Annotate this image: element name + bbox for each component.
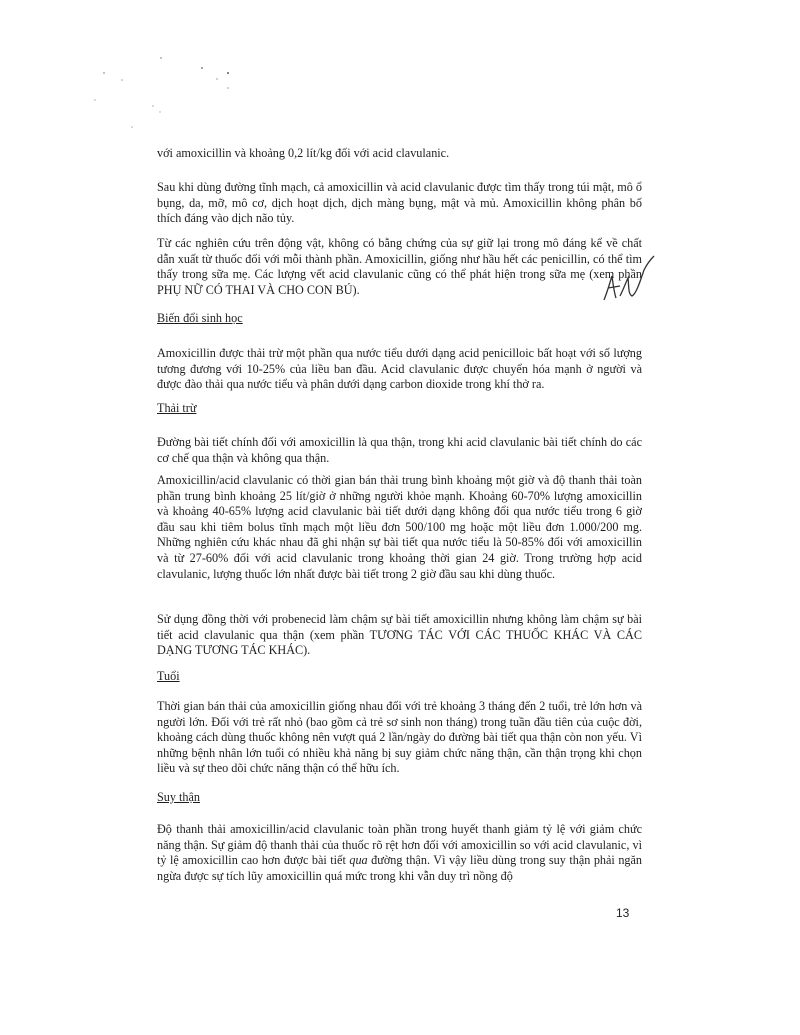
paragraph-half-life: Amoxicillin/acid clavulanic có thời gian bán thải trung bình khoảng một giờ và độ thanh thải toàn phần trung bình khoảng 25 lít/giờ ở những người khỏe mạnh. Khoảng 60-70% lượng amoxicillin và khoảng 40-65% lượng acid clavulanic bài tiết dưới dạng không đổi qua nước tiểu trong 6 giờ đầu sau khi tiêm bolus tĩnh mạch một liều đơn 500/100 mg hoặc một liều đơn 1.000/200 mg. Những nghiên cứu khác nhau đã ghi nhận sự bài tiết qua nước tiểu là 50-85% đối với amoxicillin và từ 27-60% đối với acid clavulanic trong khoảng thời gian 24 giờ. Trong trường hợp acid clavulanic, lượng thuốc lớn nhất được bài tiết trong 2 giờ đầu sau khi dùng thuốc. xyxy=(157,473,642,581)
paragraph-excretion-route: Đường bài tiết chính đối với amoxicillin là qua thận, trong khi acid clavulanic bài tiết chính do các cơ chế qua thận và không qua thận. xyxy=(157,435,642,465)
renal-text-part2: đường thận. Vì vậy liều dùng trong suy thận phải ngăn ngừa được sự tích lũy amoxicillin quá mức trong khi vẫn duy trì nồng độ xyxy=(157,853,643,883)
renal-text-part1: Độ thanh thải amoxicillin/acid clavulanic toàn phần trong huyết thanh giảm tỷ lệ với giảm chức năng thận. Sự giảm độ thanh thải của thuốc rõ rệt hơn đối với amoxicillin so với acid clavulanic, vì tỷ lệ amoxicillin cao hơn được bài tiết xyxy=(157,822,642,868)
paragraph-age: Thời gian bán thải của amoxicillin giống nhau đối với trẻ khoảng 3 tháng đến 2 tuổi, trẻ lớn hơn và người lớn. Đối với trẻ rất nhỏ (bao gồm cả trẻ sơ sinh non tháng) trong tuần đầu tiên của cuộc đời, khoảng cách dùng thuốc không nên vượt quá 2 lần/ngày do đường bài tiết qua thận còn non yếu. Vì những bệnh nhân lớn tuổi có nhiều khả năng bị suy giảm chức năng thận, cần thận trọng khi chọn liều và sự theo dõi chức năng thận có thể hữu ích. xyxy=(157,699,642,776)
heading-tuoi: Tuổi xyxy=(157,669,180,683)
renal-text-italic: qua xyxy=(349,853,368,868)
paragraph-renal-impairment xyxy=(157,822,642,884)
page-number: 13 xyxy=(616,906,630,920)
paragraph-intro: với amoxicillin và khoảng 0,2 lít/kg đối với acid clavulanic. xyxy=(157,146,450,160)
paragraph-distribution: Sau khi dùng đường tĩnh mạch, cả amoxicillin và acid clavulanic được tìm thấy trong túi mật, mô ổ bụng, da, mỡ, mô cơ, dịch hoạt dịch, dịch màng bụng, mật và mủ. Amoxicillin không phân bố thích đáng vào dịch não tủy. xyxy=(157,180,642,226)
heading-suy-than: Suy thận xyxy=(157,790,200,804)
paragraph-animal-studies: Từ các nghiên cứu trên động vật, không có bằng chứng của sự giữ lại trong mô đáng kể về chất dẫn xuất từ thuốc đối với mỗi thành phần. Amoxicillin, giống như hầu hết các penicillin, có thể tìm thấy trong sữa mẹ. Các lượng vết acid clavulanic cũng có thể phát hiện trong sữa mẹ (xem phần PHỤ NỮ CÓ THAI VÀ CHO CON BÚ). xyxy=(157,236,642,297)
heading-thai-tru: Thải trừ xyxy=(157,401,197,415)
paragraph-probenecid: Sử dụng đồng thời với probenecid làm chậm sự bài tiết amoxicillin nhưng không làm chậm sự bài tiết acid clavulanic qua thận (xem phần TƯƠNG TÁC VỚI CÁC THUỐC KHÁC VÀ CÁC DẠNG TƯƠNG TÁC KHÁC). xyxy=(157,612,642,658)
paragraph-metabolism: Amoxicillin được thải trừ một phần qua nước tiểu dưới dạng acid penicilloic bất hoạt với số lượng tương đương với 10-25% của liều ban đầu. Acid clavulanic được chuyển hóa mạnh ở người và được đào thải qua nước tiểu và phân dưới dạng carbon dioxide trong khí thở ra. xyxy=(157,346,642,392)
heading-bien-doi-sinh-hoc: Biến đổi sinh học xyxy=(157,311,243,325)
handwritten-signature xyxy=(600,252,660,308)
